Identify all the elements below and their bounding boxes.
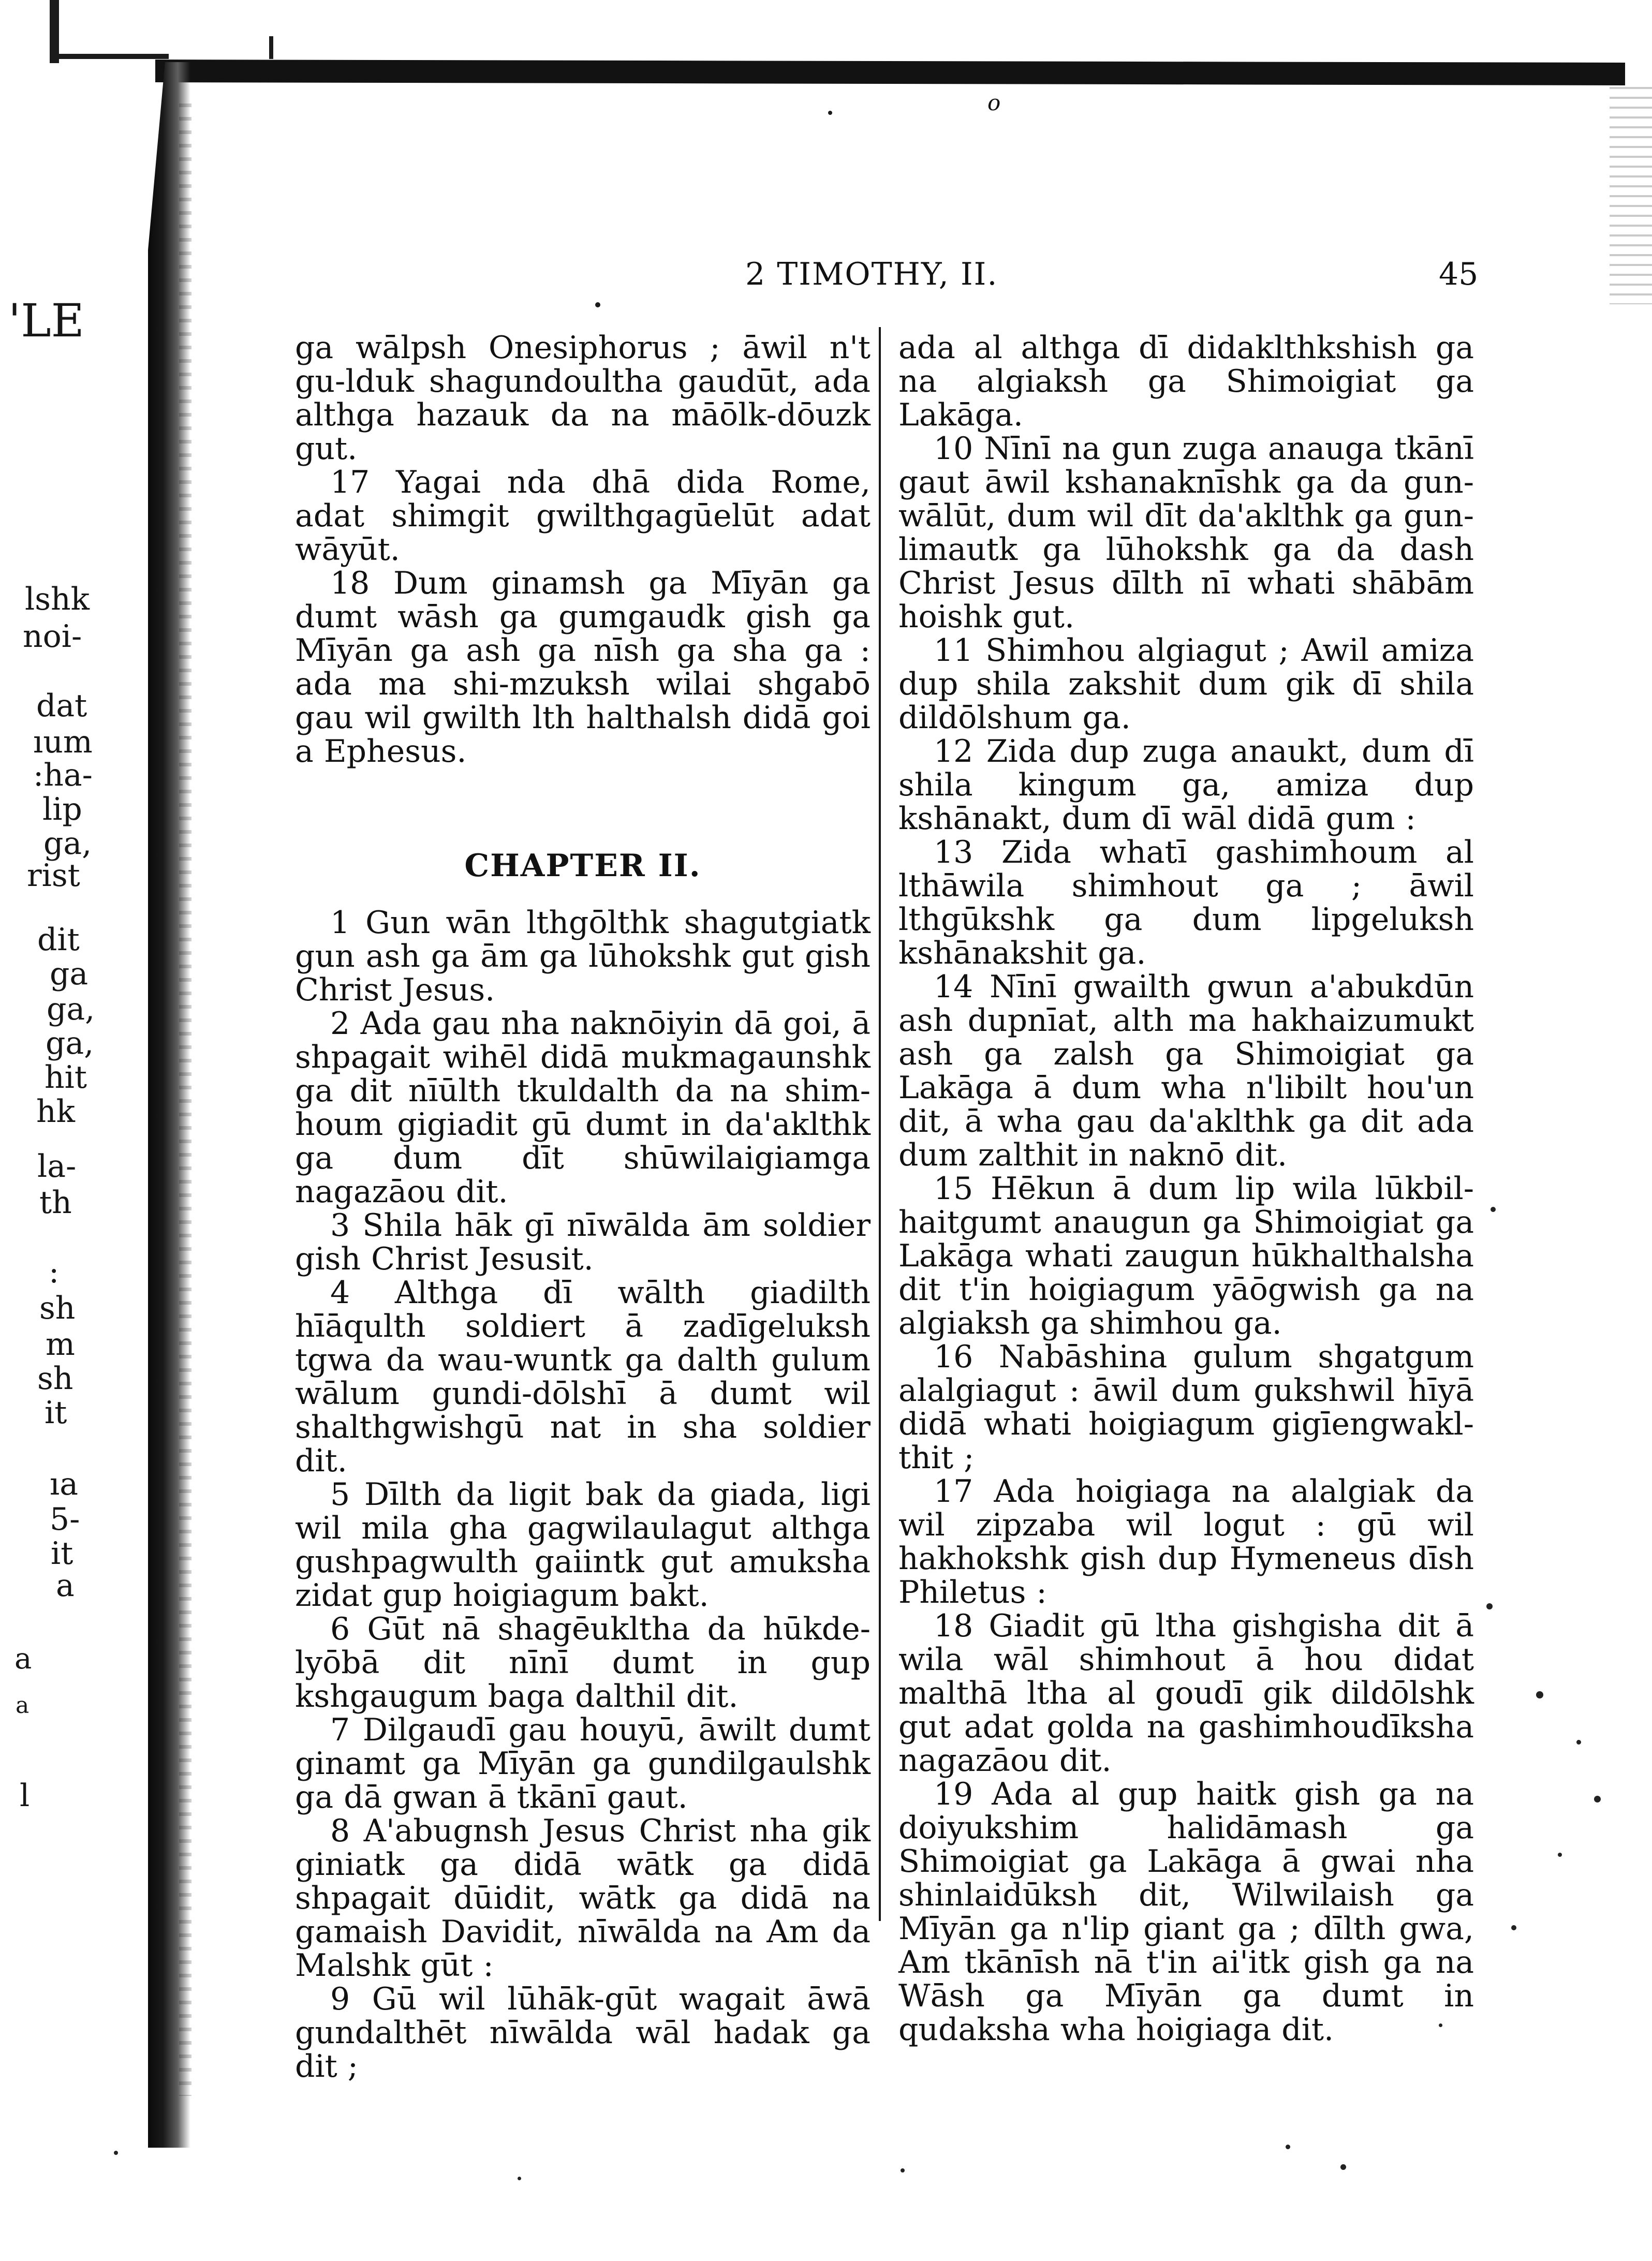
verse-paragraph: 3 Shila hāk gī nīwālda ām soldier gish Christ Jesusit. [295, 1207, 871, 1277]
chapter-heading: CHAPTER II. [464, 848, 701, 884]
verse-paragraph: 16 Nabāshina gulum shgatgum alalgiagut : āwil dum gukshwil hīyā didā whati hoigiagum gigīengwakl-thit ; [898, 1339, 1474, 1476]
verse-paragraph: 18 Dum ginamsh ga Mīyān ga dumt wāsh ga gumgaudk gish ga Mīyān ga ash ga nīsh ga sha ga : ada ma shi-mzuksh wilai shgabō gau wil gwilth lth halthalsh didā goi a Ephesus. [295, 565, 871, 770]
scan-speck [1439, 2023, 1442, 2027]
scan-speck [1536, 1691, 1543, 1698]
bleed-line: dit [37, 922, 80, 958]
bleed-line: dat [36, 688, 87, 724]
bleed-line: ıum [33, 724, 93, 760]
bleed-line: ga, [47, 991, 95, 1027]
bleed-line-bottom: a [14, 1642, 32, 1676]
column-rule [879, 327, 881, 1921]
scan-speck [518, 2177, 521, 2180]
scan-speck [1511, 1925, 1516, 1930]
verse-paragraph: 8 A'abugnsh Jesus Christ nha gik giniatk ga didā wātk ga didā shpagait dūidit, wātk ga didā na gamaish Davidit, nīwālda na Am da Malshk gūt : [295, 1813, 871, 1984]
verse-paragraph: 19 Ada al gup haitk gish ga na doiyukshim halidāmash ga Shimoigiat ga Lakāga ā gwai nha shinlaidūksh dit, Wilwilaish ga Mīyān ga n'lip giant ga ; dīlth gwa, Am tkānīsh nā t'in ai'itk gish ga na Wāsh ga Mīyān ga dumt in qudaksha wha hoigiaga dit. [898, 1776, 1474, 2048]
bleed-line: a [56, 1568, 75, 1604]
scan-top-rule [155, 60, 1625, 85]
verse-paragraph: 1 Gun wān lthgōlthk shagutgiatk gun ash ga ām ga lūhokshk gut gish Christ Jesus. [295, 905, 871, 1008]
left-text-column [295, 331, 871, 2083]
verse-paragraph: 4 Althga dī wālth giadilth hīāqulth soldiert ā zadīgeluksh tgwa da wau-wuntk ga dalth gulum wālum gundi-dōlshī ā dumt wil shalthgwishgū nat in sha soldier dit. [295, 1275, 871, 1479]
bleed-line: lip [42, 791, 82, 827]
scan-speck [1576, 1740, 1581, 1745]
scan-mark-dot [828, 111, 832, 115]
scan-small-tick [269, 36, 273, 59]
scan-speck [1340, 2164, 1346, 2170]
bleed-line: noi- [23, 618, 82, 655]
verse-paragraph: 18 Giadit gū ltha gishgisha dit ā wila wāl shimhout ā hou didat malthā ltha al goudī gik dildōlshk gut adat golda na gashimhoudīksha nagazāou dit. [898, 1608, 1474, 1779]
scan-speck [901, 2168, 905, 2173]
bleed-line: m [46, 1326, 75, 1363]
bleed-line: sh [39, 1290, 76, 1326]
continued-verse: ga wālpsh Onesiphorus ; āwil n't gu-lduk shagundoultha gaudūt, ada althga hazauk da na māōlk-dōuzk gut. [295, 330, 871, 467]
bleed-line: lshk [25, 581, 90, 617]
running-head: 2 TIMOTHY, II. [745, 256, 998, 292]
bleed-line-bottom: l [20, 1778, 30, 1814]
book-spine-edge [179, 104, 191, 2096]
right-text-column [898, 331, 1474, 2047]
bleed-line: ga [50, 956, 89, 992]
bleed-line: la- [37, 1148, 77, 1185]
verse-paragraph: 2 Ada gau nha naknōiyin dā goi, ā shpagait wihēl didā mukmagaunshk ga dit nīūlth tkuldalth da na shim-houm gigiadit gū dumt in da'aklthk ga dum dīt shūwilaigiamga nagazāou dit. [295, 1006, 871, 1210]
bleed-line: hk [36, 1093, 75, 1130]
bleed-line: ga, [43, 825, 92, 862]
verse-paragraph: 14 Nīnī gwailth gwun a'abukdūn ash dupnīat, alth ma hakhaizumukt ash ga zalsh ga Shimoigiat ga Lakāga ā dum wha n'libilt hou'un dit, ā wha gau da'aklthk ga dit ada dum zalthit in naknō dit. [898, 969, 1474, 1173]
scan-mark-o: o [987, 90, 1001, 115]
verse-paragraph: 13 Zida whatī gashimhoum al lthāwila shimhout ga ; āwil lthgūkshk ga dum lipgeluksh kshānakshit ga. [898, 834, 1474, 971]
continued-verse: ada al althga dī didaklthkshish ga na algiaksh ga Shimoigiat ga Lakāga. [898, 330, 1474, 433]
right-page-edge-noise [1610, 87, 1652, 304]
verse-paragraph: 10 Nīnī na gun zuga anauga tkānī gaut āwil kshanaknīshk ga da gun-wālūt, dum wil dīt da'aklthk ga gun-limautk ga lūhokshk ga da dash Christ Jesus dīlth nī whati shābām hoishk gut. [898, 431, 1474, 635]
bleed-line: rist [27, 858, 80, 894]
scan-speck [1594, 1796, 1601, 1802]
scan-speck [1286, 2145, 1290, 2149]
verse-paragraph: 9 Gū wil lūhāk-gūt wagait āwā gundalthēt nīwālda wāl hadak ga dit ; [295, 1981, 871, 2085]
bleed-line: 'LE [8, 294, 84, 347]
previous-page-bleed [8, 294, 148, 1604]
verse-paragraph: 12 Zida dup zuga anaukt, dum dī shila kingum ga, amiza dup kshānakt, dum dī wāl didā gum : [898, 733, 1474, 837]
verse-paragraph: 15 Hēkun ā dum lip wila lūkbil-haitgumt anaugun ga Shimoigiat ga Lakāga whati zaugun hūkhalthalsha dit t'in hoigiagum yāōgwish ga na algiaksh ga shimhou ga. [898, 1171, 1474, 1341]
verse-paragraph: 6 Gūt nā shagēukltha da hūkde-lyōbā dit nīnī dumt in gup kshgaugum baga dalthil dit. [295, 1611, 871, 1715]
verse-paragraph: 17 Ada hoigiaga na alalgiak da wil zipzaba wil logut : gū wil hakhokshk gish dup Hymeneus dīsh Philetus : [898, 1473, 1474, 1610]
scan-speck [114, 2151, 118, 2155]
bleed-line: ga, [46, 1025, 94, 1061]
verse-paragraph: 7 Dilgaudī gau houyū, āwilt dumt ginamt ga Mīyān ga gundilgaulshk ga dā gwan ā tkānī gaut. [295, 1712, 871, 1815]
scan-speck [1558, 1853, 1562, 1857]
bleed-line: hit [45, 1059, 87, 1096]
scan-mark-dot-2 [595, 302, 600, 307]
scan-speck [1491, 1207, 1496, 1212]
bleed-line: th [39, 1185, 72, 1221]
bleed-line: it [51, 1535, 73, 1572]
bleed-line-bottom: a [16, 1692, 30, 1719]
bleed-line: sh [37, 1361, 73, 1397]
bleed-line: :ha- [33, 757, 93, 793]
verse-paragraph: 17 Yagai nda dhā dida Rome, adat shimgit gwilthgagūelūt adat wāyūt. [295, 464, 871, 568]
bleed-line: ıa [50, 1466, 78, 1502]
page-number: 45 [1439, 256, 1479, 292]
bleed-line: 5- [50, 1501, 80, 1538]
verse-paragraph: 5 Dīlth da ligit bak da giada, ligi wil mila gha gagwilaulagut althga gushpagwulth gaiintk gut amuksha zidat gup hoigiagum bakt. [295, 1476, 871, 1614]
verse-paragraph: 11 Shimhou algiagut ; Awil amiza dup shila zakshit dum gik dī shila dildōlshum ga. [898, 632, 1474, 736]
scan-top-left-rule [50, 54, 169, 59]
scan-speck [1486, 1603, 1493, 1609]
bleed-line: : [49, 1254, 60, 1290]
bleed-line: it [45, 1395, 67, 1431]
